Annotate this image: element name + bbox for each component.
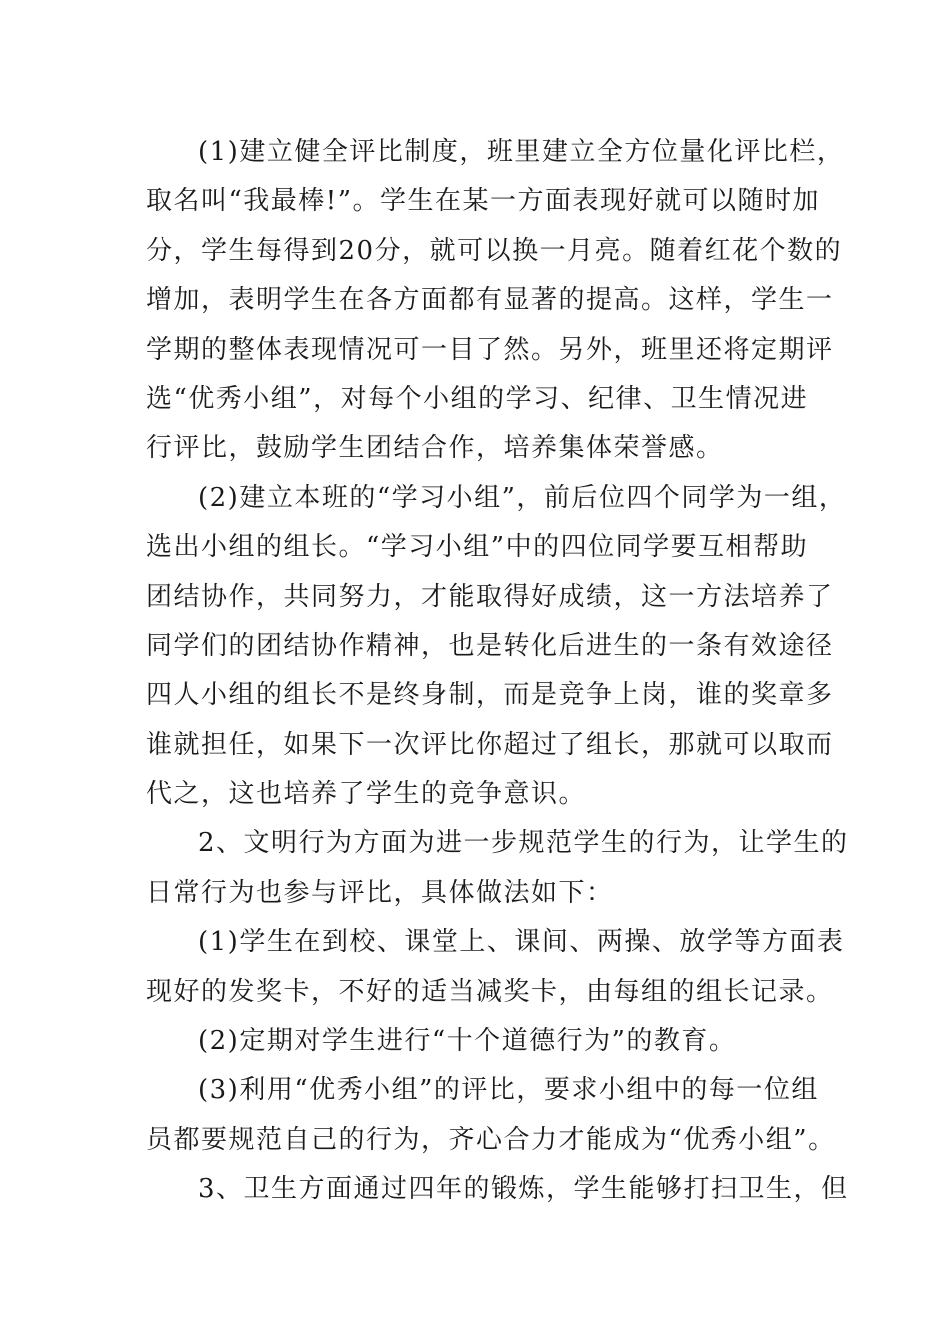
text-line: (1)学生在到校、课堂上、课间、两操、放学等方面表 <box>198 927 845 958</box>
text-line: 代之，这也培养了学生的竞争意识。 <box>146 779 587 810</box>
text-line: (2)建立本班的“学习小组”，前后位四个同学为一组， <box>198 482 847 513</box>
text-line: 2、文明行为方面为进一步规范学生的行为，让学生的 <box>198 828 849 859</box>
text-line: 学期的整体表现情况可一目了然。另外，班里还将定期评 <box>146 334 834 365</box>
text-line: 员都要规范自己的行为，齐心合力才能成为“优秀小组”。 <box>146 1124 836 1155</box>
text-line: (3)利用“优秀小组”的评比，要求小组中的每一位组 <box>198 1075 819 1106</box>
text-line: 团结协作，共同努力，才能取得好成绩，这一方法培养了 <box>146 581 834 612</box>
text-line: 谁就担任，如果下一次评比你超过了组长，那就可以取而 <box>146 729 834 760</box>
text-line: 选出小组的组长。“学习小组”中的四位同学要互相帮助 <box>146 532 809 563</box>
text-line: 同学们的团结协作精神，也是转化后进生的一条有效途径 <box>146 630 834 661</box>
text-line: 增加，表明学生在各方面都有显著的提高。这样，学生一 <box>146 285 834 316</box>
document-body <box>146 128 849 1215</box>
text-line: 日常行为也参与评比，具体做法如下： <box>146 877 614 908</box>
text-line: 取名叫“我最棒!”。学生在某一方面表现好就可以随时加 <box>146 186 821 217</box>
text-line: (2)定期对学生进行“十个道德行为”的教育。 <box>198 1026 737 1057</box>
text-line: 现好的发奖卡，不好的适当减奖卡，由每组的组长记录。 <box>146 976 834 1007</box>
text-line: 行评比，鼓励学生团结合作，培养集体荣誉感。 <box>146 433 724 464</box>
text-line: 3、卫生方面通过四年的锻炼，学生能够打扫卫生，但 <box>198 1174 849 1205</box>
text-line: 选“优秀小组”，对每个小组的学习、纪律、卫生情况进 <box>146 383 809 414</box>
text-line: (1)建立健全评比制度，班里建立全方位量化评比栏， <box>198 137 845 167</box>
text-line: 分，学生每得到20分，就可以换一月亮。随着红花个数的 <box>146 235 843 266</box>
text-line: 四人小组的组长不是终身制，而是竞争上岗，谁的奖章多 <box>146 680 834 711</box>
